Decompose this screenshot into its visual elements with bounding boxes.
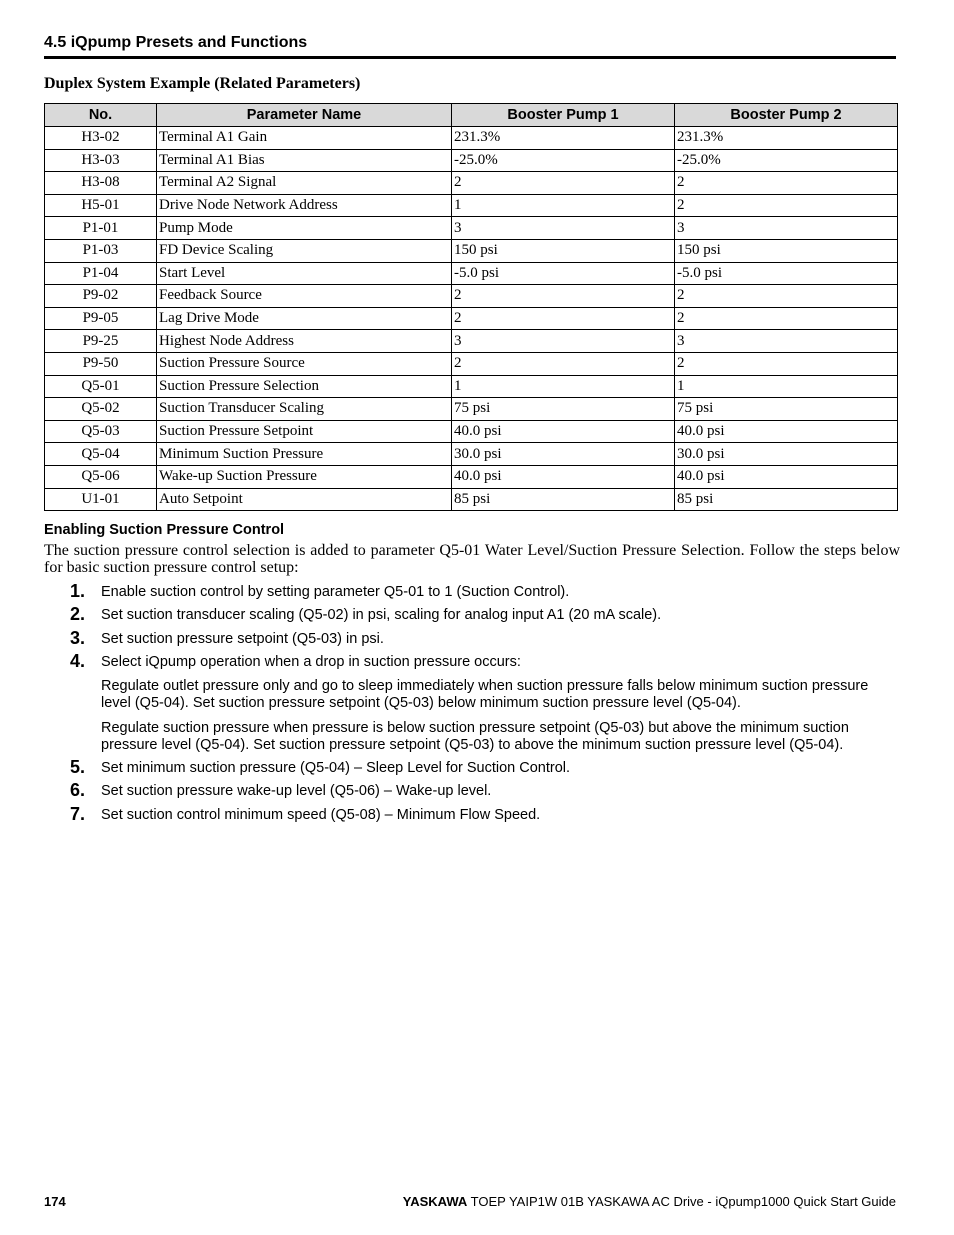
cell-parameter-no: H3-08 (45, 172, 157, 195)
table-row (45, 307, 898, 330)
table-row (45, 194, 898, 217)
cell-booster-pump-1: -5.0 psi (452, 262, 675, 285)
step-text: Set suction pressure setpoint (Q5-03) in psi. (101, 631, 384, 647)
footer-brand: YASKAWA (402, 1194, 468, 1209)
cell-booster-pump-2: 3 (675, 330, 898, 353)
column-header-booster-pump-1: Booster Pump 1 (452, 104, 675, 127)
cell-booster-pump-2: 2 (675, 352, 898, 375)
subsection-title: Enabling Suction Pressure Control (44, 522, 285, 538)
step-number: 3. (70, 628, 86, 648)
cell-parameter-no: Q5-06 (45, 465, 157, 488)
cell-booster-pump-1: 1 (452, 375, 675, 398)
step-number: 4. (70, 651, 86, 671)
cell-parameter-no: P1-03 (45, 239, 157, 262)
cell-parameter-no: P1-01 (45, 217, 157, 240)
table-row (45, 262, 898, 285)
table-row (45, 330, 898, 353)
step-text: Select iQpump operation when a drop in suction pressure occurs: (101, 654, 521, 670)
table-header-row (45, 104, 898, 127)
cell-parameter-name: Drive Node Network Address (157, 194, 452, 217)
cell-booster-pump-1: 3 (452, 217, 675, 240)
column-header-booster-pump-2: Booster Pump 2 (675, 104, 898, 127)
step-number: 7. (70, 804, 86, 824)
table-body (45, 127, 898, 511)
cell-parameter-name: Auto Setpoint (157, 488, 452, 511)
cell-booster-pump-2: -25.0% (675, 149, 898, 172)
cell-booster-pump-2: 2 (675, 307, 898, 330)
table-row (45, 420, 898, 443)
table-row (45, 127, 898, 150)
step-text: Set minimum suction pressure (Q5-04) – Sleep Level for Suction Control. (101, 760, 571, 776)
cell-booster-pump-2: 231.3% (675, 127, 898, 150)
cell-booster-pump-1: 2 (452, 172, 675, 195)
cell-parameter-no: H3-02 (45, 127, 157, 150)
table-caption: Duplex System Example (Related Parameters) (44, 75, 361, 92)
table-row (45, 398, 898, 421)
cell-booster-pump-1: 2 (452, 307, 675, 330)
cell-parameter-name: Start Level (157, 262, 452, 285)
cell-booster-pump-1: 2 (452, 352, 675, 375)
cell-booster-pump-1: 231.3% (452, 127, 675, 150)
step-number: 6. (70, 780, 86, 800)
cell-booster-pump-1: -25.0% (452, 149, 675, 172)
step-text: Enable suction control by setting parameter Q5-01 to 1 (Suction Control). (101, 584, 570, 600)
cell-parameter-name: Suction Pressure Setpoint (157, 420, 452, 443)
table-row (45, 443, 898, 466)
cell-booster-pump-2: 1 (675, 375, 898, 398)
cell-booster-pump-2: 40.0 psi (675, 420, 898, 443)
cell-parameter-no: H5-01 (45, 194, 157, 217)
column-header-no: No. (45, 104, 157, 127)
cell-parameter-name: Minimum Suction Pressure (157, 443, 452, 466)
cell-booster-pump-2: 2 (675, 285, 898, 308)
parameter-table (44, 103, 898, 511)
cell-booster-pump-1: 40.0 psi (452, 420, 675, 443)
table-row (45, 217, 898, 240)
cell-parameter-name: Suction Pressure Source (157, 352, 452, 375)
cell-parameter-no: P9-25 (45, 330, 157, 353)
table-row (45, 285, 898, 308)
cell-parameter-name: Suction Pressure Selection (157, 375, 452, 398)
cell-parameter-no: Q5-02 (45, 398, 157, 421)
cell-booster-pump-2: 2 (675, 172, 898, 195)
cell-booster-pump-2: 150 psi (675, 239, 898, 262)
cell-booster-pump-1: 75 psi (452, 398, 675, 421)
table-row (45, 375, 898, 398)
table-row (45, 149, 898, 172)
cell-parameter-name: Lag Drive Mode (157, 307, 452, 330)
table-row (45, 465, 898, 488)
table-row (45, 172, 898, 195)
step-number: 5. (70, 757, 86, 777)
cell-booster-pump-1: 85 psi (452, 488, 675, 511)
cell-parameter-name: Terminal A1 Gain (157, 127, 452, 150)
cell-parameter-no: Q5-04 (45, 443, 157, 466)
cell-parameter-no: U1-01 (45, 488, 157, 511)
cell-booster-pump-1: 150 psi (452, 239, 675, 262)
cell-parameter-name: Feedback Source (157, 285, 452, 308)
table-row (45, 239, 898, 262)
cell-parameter-name: Terminal A1 Bias (157, 149, 452, 172)
cell-parameter-name: Wake-up Suction Pressure (157, 465, 452, 488)
cell-parameter-no: P9-05 (45, 307, 157, 330)
table-row (45, 352, 898, 375)
cell-parameter-no: P9-50 (45, 352, 157, 375)
step-4-option-1: Regulate outlet pressure only and go to sleep immediately when suction pressure falls below minimum suction pressure level (Q5-04). Set suction pressure setpoint (Q5-03) below minimum suction pressure level (Q5-04). (101, 678, 869, 711)
step-number: 2. (70, 604, 86, 624)
cell-booster-pump-1: 30.0 psi (452, 443, 675, 466)
cell-booster-pump-2: -5.0 psi (675, 262, 898, 285)
cell-parameter-name: Terminal A2 Signal (157, 172, 452, 195)
cell-booster-pump-2: 3 (675, 217, 898, 240)
table-row (45, 488, 898, 511)
cell-parameter-no: P9-02 (45, 285, 157, 308)
cell-parameter-no: Q5-03 (45, 420, 157, 443)
cell-booster-pump-2: 75 psi (675, 398, 898, 421)
cell-booster-pump-2: 2 (675, 194, 898, 217)
cell-booster-pump-1: 2 (452, 285, 675, 308)
cell-booster-pump-1: 3 (452, 330, 675, 353)
step-number: 1. (70, 581, 86, 601)
cell-booster-pump-1: 1 (452, 194, 675, 217)
cell-parameter-name: Pump Mode (157, 217, 452, 240)
cell-parameter-no: H3-03 (45, 149, 157, 172)
intro-paragraph: The suction pressure control selection is added to parameter Q5-01 Water Level/Suction Pressure Selection. Follow the steps below for basic suction pressure control setup: (44, 542, 900, 576)
cell-parameter-name: FD Device Scaling (157, 239, 452, 262)
cell-booster-pump-2: 40.0 psi (675, 465, 898, 488)
step-4-option-2: Regulate suction pressure when pressure is below suction pressure setpoint (Q5-03) but above the minimum suction pressure level (Q5-04). Set suction pressure setpoint (Q5-03) to above the minimum suction pressure level (Q5-04). (101, 720, 849, 753)
cell-booster-pump-1: 40.0 psi (452, 465, 675, 488)
cell-parameter-no: P1-04 (45, 262, 157, 285)
cell-parameter-name: Highest Node Address (157, 330, 452, 353)
step-text: Set suction control minimum speed (Q5-08) – Minimum Flow Speed. (101, 807, 541, 823)
step-text: Set suction pressure wake-up level (Q5-06) – Wake-up level. (101, 783, 492, 799)
cell-booster-pump-2: 30.0 psi (675, 443, 898, 466)
footer-doc-info (403, 1194, 896, 1209)
page-number: 174 (44, 1194, 66, 1209)
cell-booster-pump-2: 85 psi (675, 488, 898, 511)
cell-parameter-no: Q5-01 (45, 375, 157, 398)
section-header: 4.5 iQpump Presets and Functions (44, 34, 896, 59)
column-header-parameter-name: Parameter Name (157, 104, 452, 127)
step-text: Set suction transducer scaling (Q5-02) in psi, scaling for analog input A1 (20 mA scale). (101, 607, 662, 623)
footer-doc-title: TOEP YAIP1W 01B YASKAWA AC Drive - iQpump1000 Quick Start Guide (470, 1194, 896, 1209)
cell-parameter-name: Suction Transducer Scaling (157, 398, 452, 421)
